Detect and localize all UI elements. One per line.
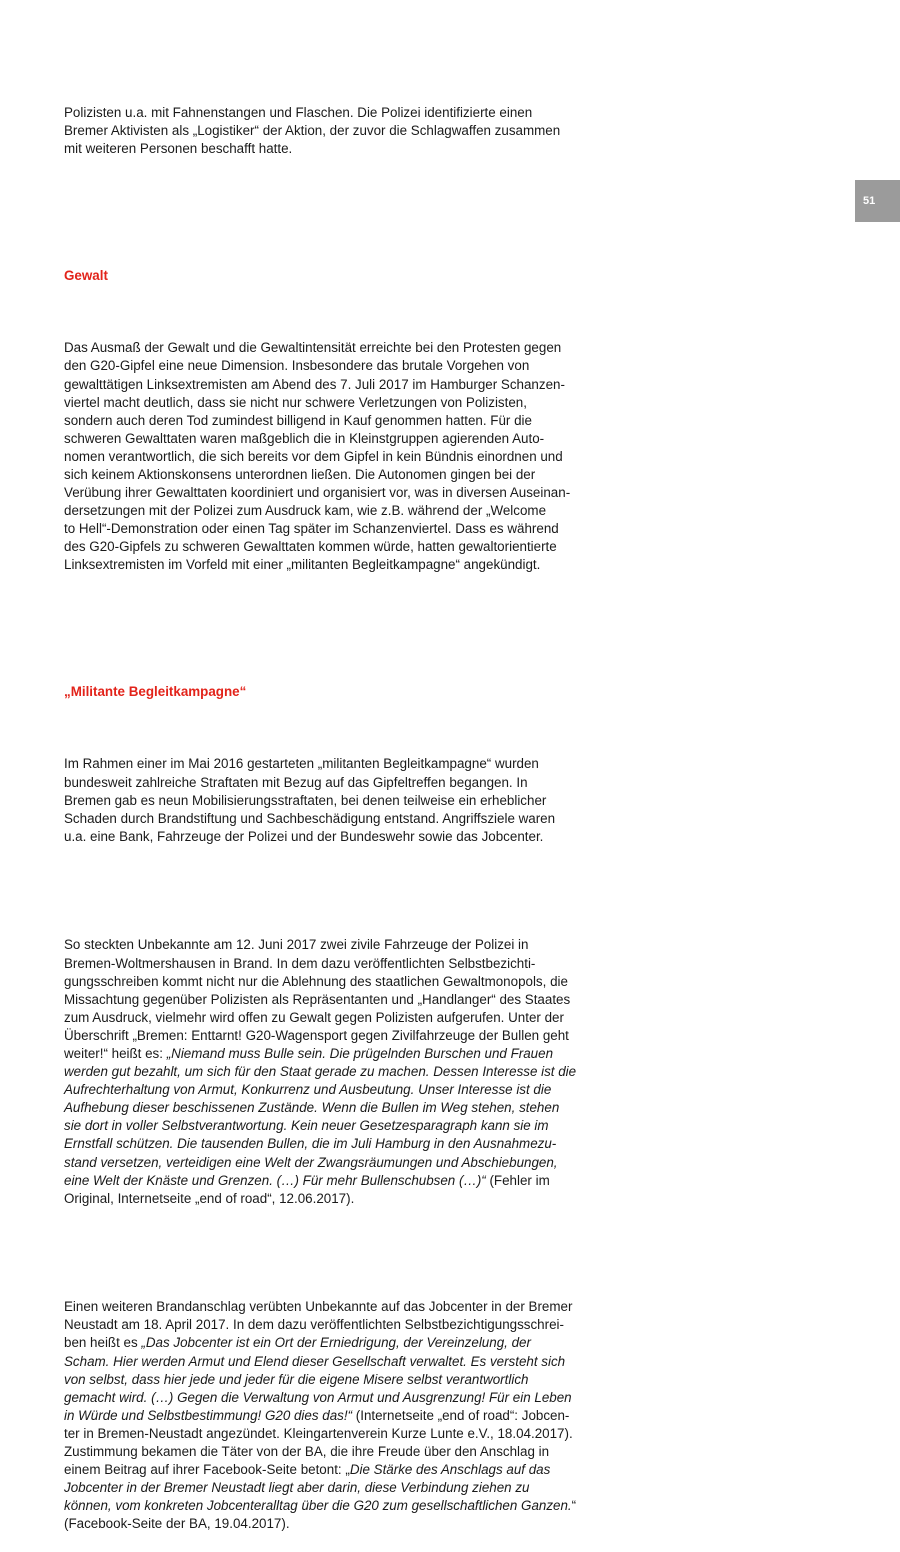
citation-text: (Internetseite „end of road“: Jobcen- ter in Bremen-Neustadt angezündet. Kleingartenverein Kurze Lunte e.V., 18.04.2017). Zustimmung bekamen die Täter von der BA, die ihre Freude über den Anschlag in einem Beitrag auf ihrer Facebook-Seite betont: „ (64, 1407, 573, 1478)
citation-text: (Facebook-Seite der BA, 19.04.2017). (64, 1516, 290, 1532)
kampagne-paragraph-2 (64, 936, 612, 1207)
spacer (64, 1244, 612, 1262)
paragraph-text: So steckten Unbekannte am 12. Juni 2017 zwei zivile Fahrzeuge der Polizei in Bremen-Woltmershausen in Brand. In dem dazu veröffentlichten Selbstbezichti- gungsschreiben kommt nicht nur die Ablehnung des staatlichen Gewaltmonopols, die Missachtung gegenüber Polizisten als Repräsentanten und „Handlanger“ des Staates zum Ausdruck, vielmehr wird offen zu Gewalt gegen Polizisten aufgerufen. Unter der Überschrift „Bremen: Enttarnt! G20-Wagensport gegen Zivilfahrzeuge der Bullen geht weiter!“ heißt es: (64, 937, 571, 1061)
spacer (64, 303, 612, 321)
kampagne-paragraph-3: Einen weiteren Brandanschlag verübten Unbekannte auf das Jobcenter in der Bremer Neustadt am 18. April 2017. In dem dazu veröffentlichten Selbstbezichtigungsschrei- ben heißt es „Das Jobcenter ist ein Ort der Erniedrigung, der Vereinzelung, der Scham. Hier werden Armut und Elend dieser Gesellschaft verwaltet. Es versteht sich von selbst, dass hier jede und jeder für die eigene Misere selbst verantwortlich gemacht wird. (…) Gegen die Verwaltung von Armut und Ausgrenzung! Für ein Leben in Würde und Selbstbestimmung! G20 dies das!“ (Internetseite „end of road“: Jobcen- ter in Bremen-Neustadt angezündet. Kleingartenverein Kurze Lunte e.V., 18.04.2017). Zustimmung bekamen die Täter von der BA, die ihre Freude über den Anschlag in einem Beitrag auf ihrer Facebook-Seite betont: „Die Stärke des Anschlags auf das Jobcenter in der Bremer Neustadt liegt aber darin, diese Verbindung ziehen zu können, vom konkreten Jobcenteralltag über die G20 zum gesellschaftlichen Ganzen.“ (Facebook-Seite der BA, 19.04.2017). (64, 1299, 577, 1532)
paragraph-text: Einen weiteren Brandanschlag verübten Unbekannte auf das Jobcenter in der Bremer Neustadt am 18. April 2017. In dem dazu veröffentlichten Selbstbezichtigungsschrei- ben heißt es (64, 1299, 573, 1351)
page-number-tab: 51 (855, 180, 900, 222)
document-body (64, 86, 612, 1552)
spacer (64, 195, 612, 231)
spacer (64, 882, 612, 900)
quote-text: „Niemand muss Bulle sein. Die prügelnden Burschen und Frauen werden gut bezahlt, um sich für den Staat gerade zu machen. Dessen Interesse ist die Aufrechterhaltung von Armut, Konkurrenz und Ausbeutung. Unser Interesse ist die Aufhebung dieser beschissenen Zustände. Wenn die Bullen im Weg stehen, stehen sie dort in voller Selbstverantwortung. Kein neuer Gesetzesparagraph kann sie im Ernstfall schützen. Die tausenden Bullen, die im Juli Hamburg in den Ausnahmezu- stand versetzen, verteidigen eine Welt der Zwangsräumungen und Abschiebungen, eine Welt der Knäste und Grenzen. (…) Für mehr Bullenschubsen (…)“ (64, 1045, 577, 1188)
section-heading-kampagne: „Militante Begleitkampagne“ (64, 684, 247, 700)
kampagne-paragraph-1: Im Rahmen einer im Mai 2016 gestarteten „militanten Begleitkampagne“ wurden bundesweit zahlreiche Straftaten mit Bezug auf das Gipfeltreffen begangen. In Bremen gab es neun Mobilisierungsstraftaten, bei denen teilweise ein erheblicher Schaden durch Brandstiftung und Sachbeschädigung entstand. Angriffsziele waren u.a. eine Bank, Fahrzeuge der Polizei und der Bundeswehr sowie das Jobcenter. (64, 756, 556, 844)
spacer (64, 719, 612, 737)
citation-text: (Fehler im Original, Internetseite „end of road“, 12.06.2017). (64, 1172, 550, 1206)
intro-paragraph: Polizisten u.a. mit Fahnenstangen und Flaschen. Die Polizei identifizierte einen Bremer Aktivisten als „Logistiker“ der Aktion, der zuvor die Schlagwaffen zusammen mit weiteren Personen beschafft hatte. (64, 105, 561, 157)
section-heading-gewalt: Gewalt (64, 267, 108, 283)
quote-text: „Das Jobcenter ist ein Ort der Erniedrigung, der Vereinzelung, der Scham. Hier werden Armut und Elend dieser Gesellschaft verwaltet. Es versteht sich von selbst, dass hier jede und jeder für die eigene Misere selbst verantwortlich gemacht wird. (…) Gegen die Verwaltung von Armut und Ausgrenzung! Für ein Leben in Würde und Selbstbestimmung! G20 dies das!“ (64, 1335, 572, 1423)
spacer (64, 611, 612, 647)
quote-text: Die Stärke des Anschlags auf das Jobcenter in der Bremer Neustadt liegt aber darin, diese Verbindung ziehen zu können, vom konkreten Jobcenteralltag über die G20 zum gesellschaftlichen Ganzen. (64, 1462, 572, 1514)
gewalt-paragraph: Das Ausmaß der Gewalt und die Gewaltintensität erreichte bei den Protesten gegen den G20-Gipfel eine neue Dimension. Insbesondere das brutale Vorgehen von gewalttätigen Linksextremisten am Abend des 7. Juli 2017 im Hamburger Schanzen- viertel macht deutlich, dass sie nicht nur schwere Verletzungen von Polizisten, sondern auch deren Tod zumindest billigend in Kauf genommen hatten. Für die schweren Gewalttaten waren maßgeblich die in Kleinstgruppen agierenden Auto- nomen verantwortlich, die sich bereits vor dem Gipfel in kein Bündnis einordnen und sich keinem Aktionskonsens unterordnen ließen. Die Autonomen gingen bei der Verübung ihrer Gewalttaten koordiniert und organisiert vor, was in diversen Auseinan- dersetzungen mit der Polizei zum Ausdruck kam, wie z.B. während der „Welcome to Hell“-Demonstration oder einen Tag später im Schanzenviertel. Dass es während des G20-Gipfels zu schweren Gewalttaten kommen würde, hatten gewaltorientierte Linksextremisten im Vorfeld mit einer „militanten Begleitkampagne“ angekündigt. (64, 340, 571, 573)
